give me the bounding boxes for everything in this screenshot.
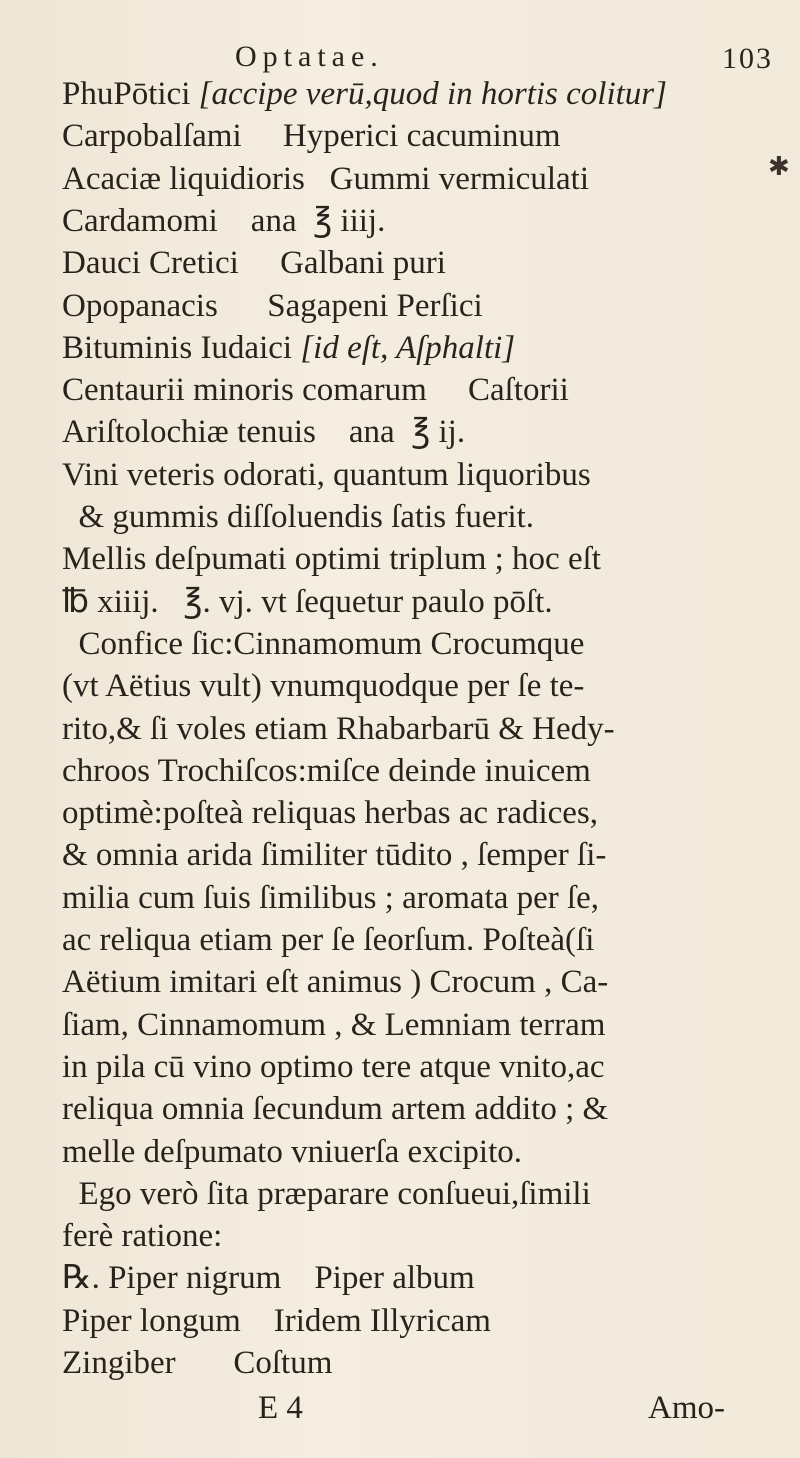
text-line: [62, 202, 386, 239]
line-text: Opopanacis Sagapeni Perſici: [62, 287, 483, 324]
text-line: [62, 1347, 332, 1380]
text-line: [62, 1048, 605, 1085]
line-text: chroos Trochiſcos:miſce deinde inuicem: [62, 752, 591, 789]
text-line: [62, 329, 516, 366]
line-text: & gummis diſſoluendis ſatis fuerit.: [62, 499, 535, 535]
text-line: [62, 374, 569, 407]
text-line: [62, 1302, 491, 1339]
text-line: [62, 78, 667, 111]
text-line: [62, 456, 591, 493]
text-line: [62, 1220, 222, 1253]
line-text: melle deſpumato vniuerſa excipito.: [62, 1133, 523, 1170]
text-line: [62, 710, 615, 747]
text-line: [62, 543, 601, 576]
line-text: ſiam, Cinnamomum , & Lemniam terram: [62, 1006, 606, 1043]
line-text: Cardamomi ana ℥ iiij.: [62, 202, 386, 239]
line-text: rito,& ſi voles etiam Rhabarbarū & Hedy-: [62, 710, 615, 747]
text-line: [62, 1133, 523, 1170]
line-text: Confice ſic:Cinnamomum Crocumque: [62, 625, 585, 662]
line-text: Bituminis Iudaici: [62, 329, 301, 366]
line-italic-text: [accipe verū,quod in hortis colitur]: [198, 76, 667, 112]
line-text: Piper longum Iridem Illyricam: [62, 1302, 491, 1339]
margin-star-mark: ✱: [768, 152, 790, 181]
line-text: ℞. Piper nigrum Piper album: [62, 1260, 475, 1297]
line-text: ac reliqua etiam per ſe ſeorſum. Poſteà(ſi: [62, 922, 595, 958]
line-text: reliqua omnia ſecundum artem addito ; &: [62, 1091, 609, 1128]
line-text: (vt Aëtius vult) vnumquodque per ſe te-: [62, 668, 585, 705]
line-text: Dauci Cretici Galbani puri: [62, 245, 446, 282]
text-line: [62, 247, 446, 280]
text-line: [62, 160, 589, 197]
line-text: Aëtium imitari eſt animus ) Crocum , Ca-: [62, 964, 609, 1001]
signature-mark: E 4: [258, 1390, 303, 1426]
text-line: [62, 416, 465, 449]
text-line: [62, 1175, 591, 1212]
text-line: [62, 839, 606, 872]
text-line: [62, 966, 608, 999]
line-text: Ego verò ſita præparare conſueui,ſimili: [62, 1175, 591, 1212]
page-number: 103: [722, 42, 773, 75]
text-line: [62, 670, 584, 703]
text-line: [62, 501, 534, 534]
line-text: Zingiber Coſtum: [62, 1345, 333, 1381]
text-line: [62, 120, 561, 153]
text-line: [62, 752, 591, 789]
text-line: [62, 1006, 606, 1043]
line-text: optimè:poſteà reliquas herbas ac radices,: [62, 795, 599, 832]
line-italic-text: [id eſt, Aſphalti]: [300, 329, 516, 366]
line-text: Ariſtolochiæ tenuis ana ℥ ij.: [62, 414, 466, 451]
catchword: Amo-: [648, 1390, 725, 1426]
line-text: PhuPōtici: [62, 76, 199, 112]
line-text: in pila cū vino optimo tere atque vnito,ac: [62, 1048, 605, 1085]
line-text: Carpobalſami Hyperici cacuminum: [62, 118, 561, 155]
text-line: [62, 287, 483, 324]
line-text: ℔ xiiij. ℥. vj. vt ſequetur paulo pōſt.: [62, 583, 553, 620]
text-line: [62, 1093, 608, 1126]
line-text: Mellis deſpumati optimi triplum ; hoc eſt: [62, 541, 601, 578]
line-text: Vini veteris odorati, quantum liquoribus: [62, 456, 591, 493]
text-line: [62, 583, 553, 620]
text-line: [62, 924, 594, 957]
line-text: & omnia arida ſimiliter tūdito , ſemper ſi-: [62, 837, 607, 874]
line-text: milia cum ſuis ſimilibus ; aromata per ſe,: [62, 879, 600, 916]
text-line: [62, 797, 598, 830]
line-text: ferè ratione:: [62, 1218, 223, 1255]
line-text: Acaciæ liquidioris Gummi vermiculati: [62, 160, 589, 197]
running-head: Optatae.: [235, 40, 384, 73]
text-line: [62, 1262, 475, 1295]
text-line: [62, 879, 600, 916]
line-text: Centaurii minoris comarum Caſtorii: [62, 372, 569, 409]
text-line: [62, 625, 585, 662]
